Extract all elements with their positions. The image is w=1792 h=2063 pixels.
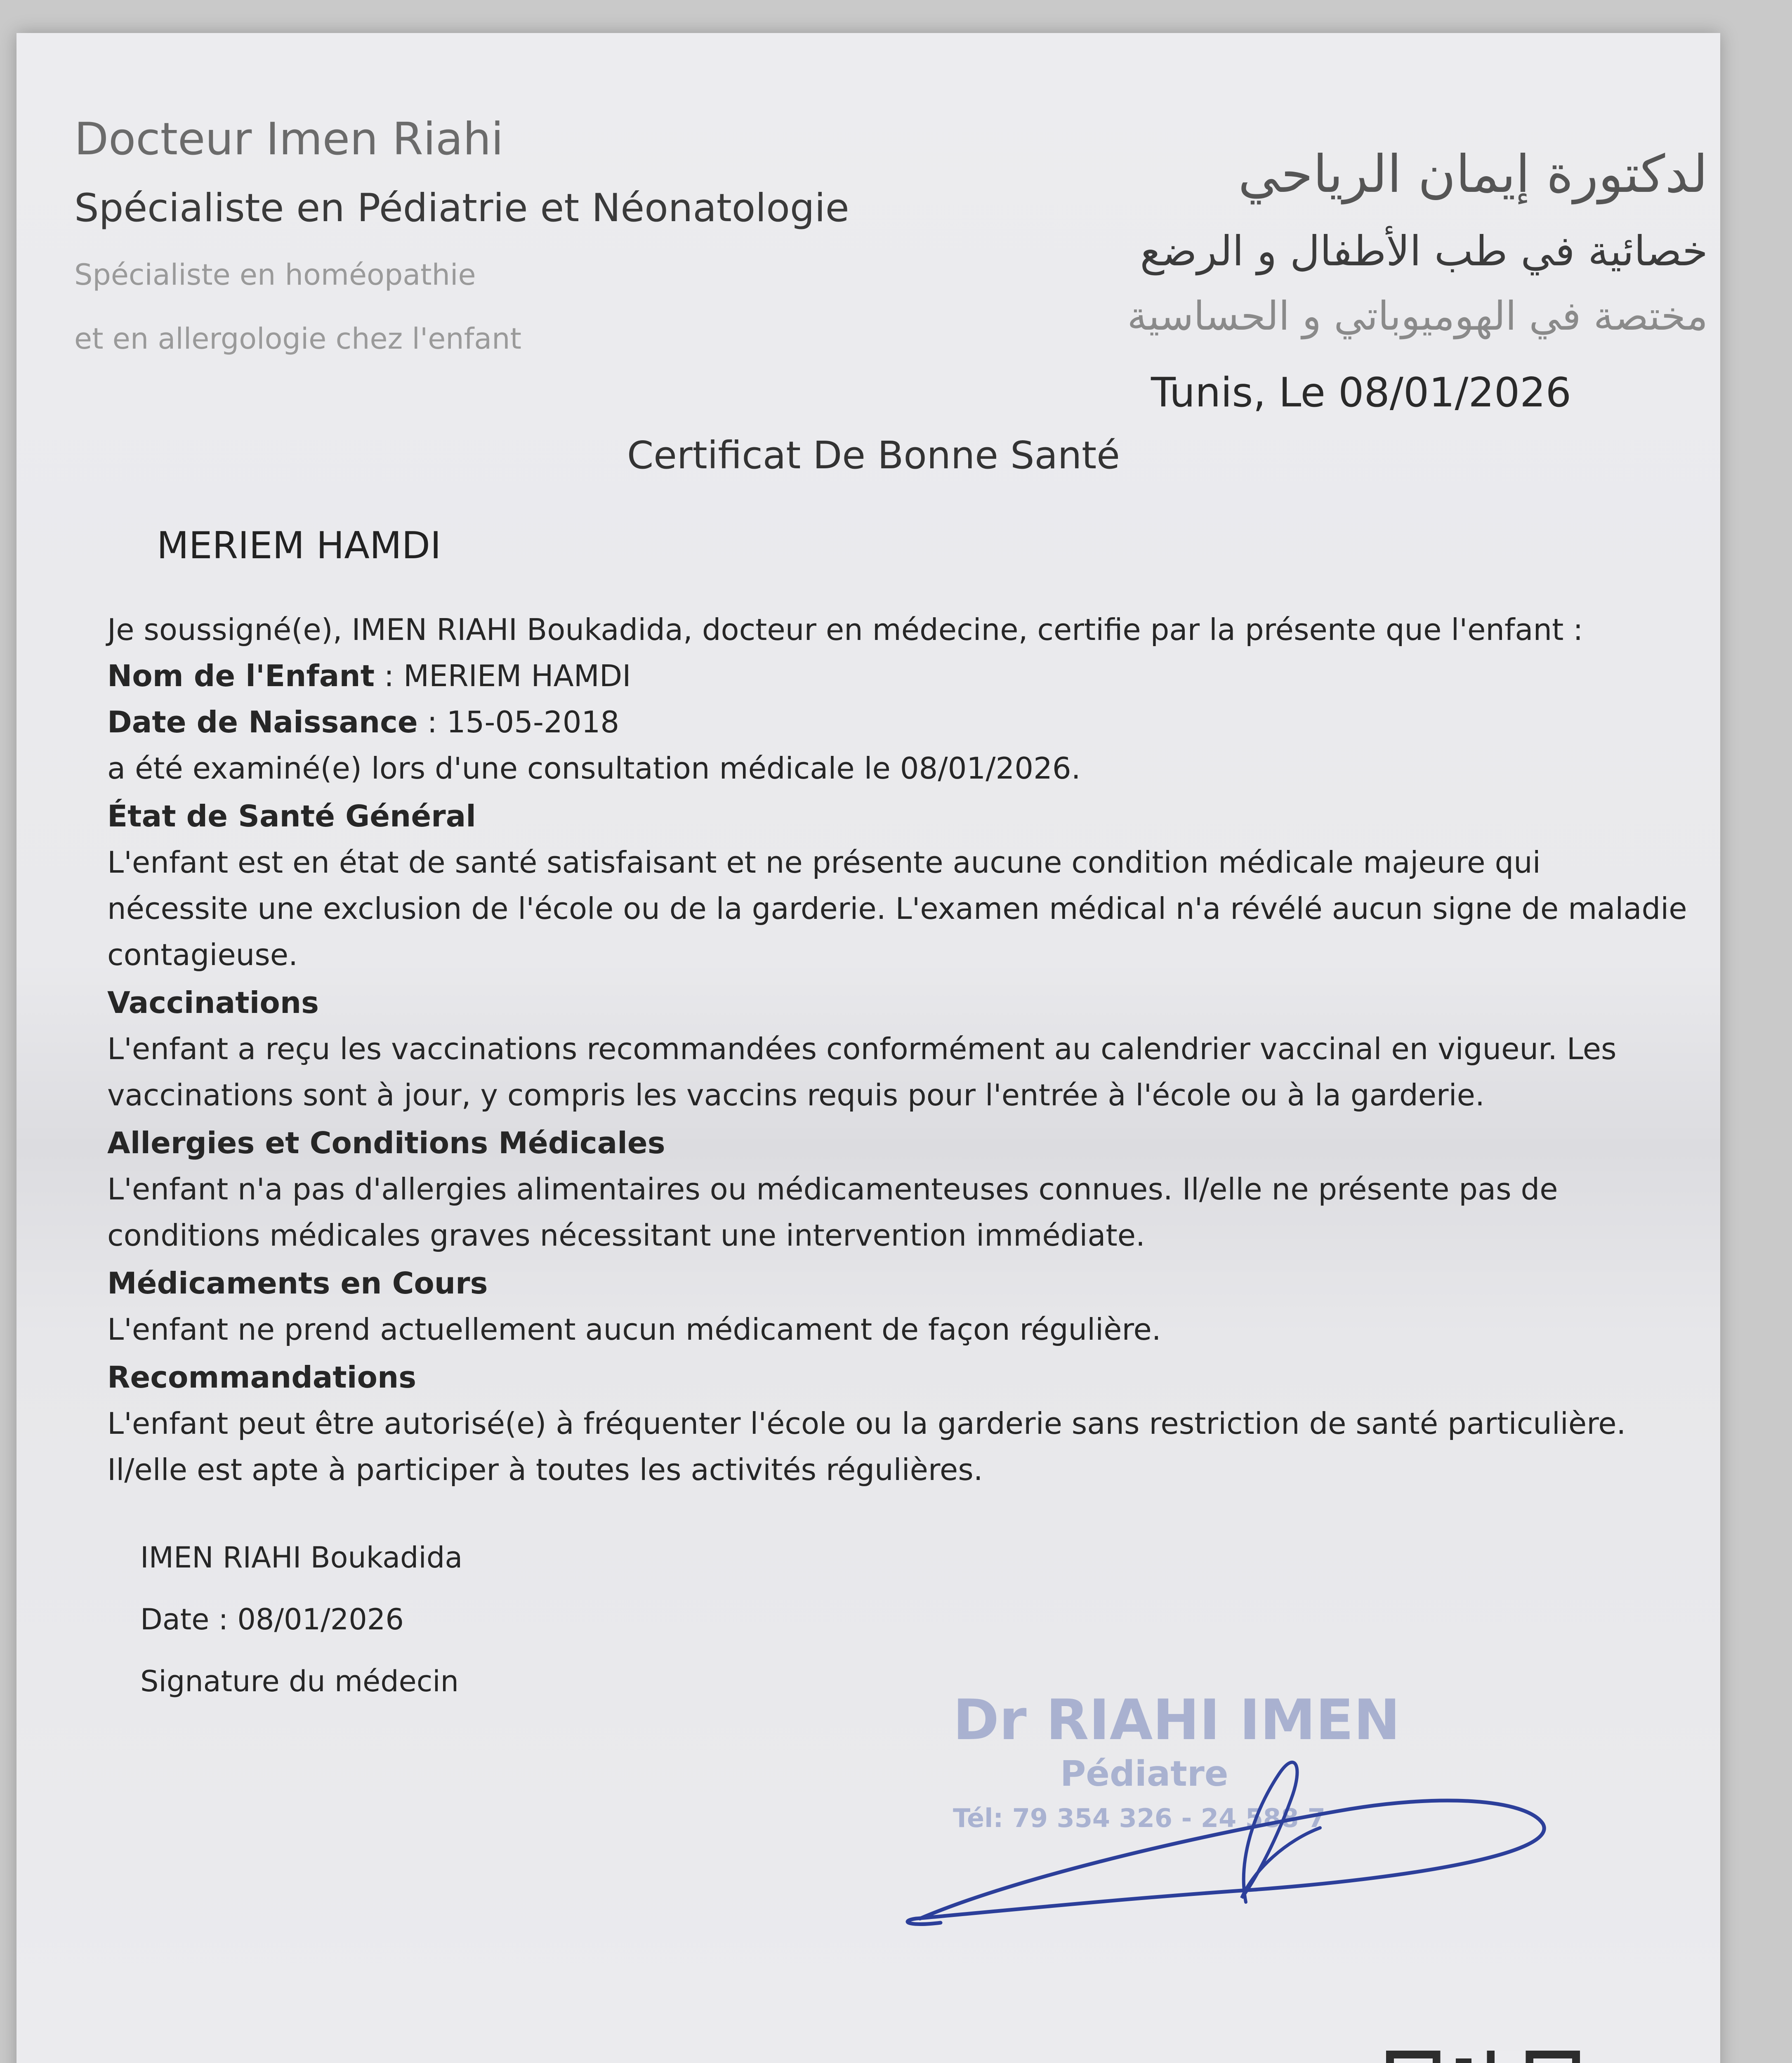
- signatory-name: IMEN RIAHI Boukadida: [140, 1541, 463, 1574]
- stamp-phone: Tél: 79 354 326 - 24 588 7: [953, 1803, 1325, 1833]
- signoff-block: [140, 1527, 462, 1712]
- sub-specialty-arabic: مختصة في الهوميوباتي و الحساسية: [1127, 293, 1708, 339]
- section-heading-recommendations: Recommandations: [107, 1360, 417, 1395]
- certificate-sheet: [17, 33, 1720, 2063]
- section-heading-allergies: Allergies et Conditions Médicales: [107, 1126, 665, 1160]
- doctor-name: Docteur Imen Riahi: [74, 113, 504, 165]
- intro-text: Je soussigné(e), IMEN RIAHI Boukadida, docteur en médecine, certifie par la présente que l'enfant :: [107, 612, 1583, 647]
- vaccinations-text: L'enfant a reçu les vaccinations recommandées conformément au calendrier vaccinal en vigueur. Les vaccinations sont à jour, y compris les vaccins requis pour l'entrée à l'école ou à la garderie.: [107, 1032, 1617, 1112]
- doctor-specialty-arabic: خصائية في طب الأطفال و الرضع: [1140, 227, 1708, 275]
- certificate-title: Certificat De Bonne Santé: [627, 433, 1120, 477]
- doctor-name-arabic: لدكتورة إيمان الرياحي: [1238, 144, 1708, 204]
- patient-heading: MERIEM HAMDI: [157, 524, 441, 567]
- certificate-body: [107, 607, 1687, 1493]
- medications-text: L'enfant ne prend actuellement aucun médicament de façon régulière.: [107, 1312, 1161, 1347]
- recommendations-text: L'enfant peut être autorisé(e) à fréquenter l'école ou la garderie sans restriction de santé particulière. Il/elle est apte à participer à toutes les activités régulières.: [107, 1406, 1626, 1487]
- health-text: L'enfant est en état de santé satisfaisant et ne présente aucune condition médicale majeure qui nécessite une exclusion de l'école ou de la garderie. L'examen médical n'a révélé aucun signe de maladie contagieuse.: [107, 845, 1687, 972]
- qr-code-icon: [1386, 2051, 1580, 2063]
- examined-text: a été examiné(e) lors d'une consultation médicale le 08/01/2026.: [107, 751, 1081, 786]
- sub-specialty-2: et en allergologie chez l'enfant: [74, 322, 521, 356]
- handwritten-signature: [883, 1704, 1584, 1960]
- section-heading-health: État de Santé Général: [107, 799, 476, 833]
- birth-date-line: [107, 699, 1687, 745]
- child-name-label: Nom de l'Enfant: [107, 659, 375, 693]
- section-heading-medications: Médicaments en Cours: [107, 1266, 488, 1301]
- place-date: Tunis, Le 08/01/2026: [1151, 369, 1571, 416]
- signoff-date: Date : 08/01/2026: [140, 1603, 404, 1636]
- sub-specialty-1: Spécialiste en homéopathie: [74, 258, 476, 292]
- stamp-doctor-name: Dr RIAHI IMEN: [953, 1688, 1401, 1752]
- stamp-specialty: Pédiatre: [1060, 1754, 1228, 1794]
- birth-date-value: : 15-05-2018: [417, 705, 620, 739]
- allergies-text: L'enfant n'a pas d'allergies alimentaires ou médicamenteuses connues. Il/elle ne présente pas de conditions médicales graves nécessitant une intervention immédiate.: [107, 1172, 1558, 1253]
- child-name-line: [107, 653, 1687, 699]
- doctor-specialty: Spécialiste en Pédiatrie et Néonatologie: [74, 186, 849, 231]
- section-heading-vaccinations: Vaccinations: [107, 985, 319, 1020]
- child-name-value: : MERIEM HAMDI: [375, 659, 631, 693]
- birth-date-label: Date de Naissance: [107, 705, 418, 739]
- signature-label: Signature du médecin: [140, 1664, 459, 1698]
